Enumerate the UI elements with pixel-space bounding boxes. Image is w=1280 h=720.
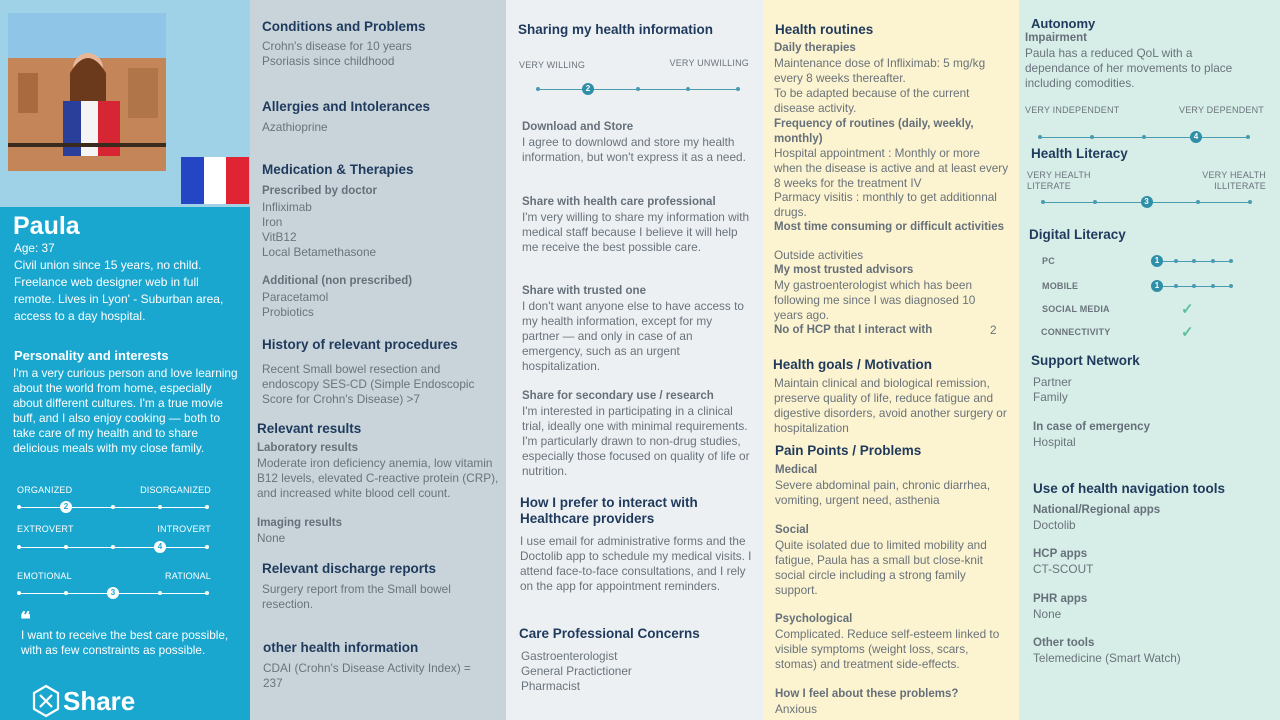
slider-knob: 3	[107, 587, 119, 599]
difficult-text: Outside activities	[774, 248, 864, 262]
concern-item: Pharmacist	[521, 679, 581, 693]
willing-left-label: VERY WILLING	[519, 60, 586, 70]
conditions-title: Conditions and Problems	[262, 19, 426, 34]
prescribed-item: Iron	[262, 215, 283, 229]
condition-item: Psoriasis since childhood	[262, 54, 395, 68]
pain-title: Pain Points / Problems	[775, 443, 922, 458]
persona-name: Paula	[13, 212, 80, 240]
slider-knob: 1	[1151, 255, 1163, 267]
goals-text: Maintain clinical and biological remission, preserve quality of life, reduce fatigue and digestive disorders, avoid another surgery or hospitalization	[774, 376, 1007, 435]
support-title: Support Network	[1031, 353, 1140, 368]
impairment-text: Paula has a reduced QoL with a dependance of her movements to place including comodities.	[1025, 46, 1233, 90]
slider-knob: 2	[60, 501, 72, 513]
france-flag-icon	[181, 157, 249, 204]
slider-dot	[1041, 200, 1045, 204]
prescribed-label: Prescribed by doctor	[262, 185, 378, 197]
other-info-title: other health information	[263, 640, 419, 655]
digital-literacy-title: Digital Literacy	[1029, 227, 1126, 242]
share-logo-icon	[31, 684, 61, 718]
share-item-title: Share for secondary use / research	[522, 390, 714, 402]
interact-text: I use email for administrative forms and the Doctolib app to schedule my medical visits. I attend face-to-face consultations, and I rely on the app for appointment reminders.	[520, 534, 752, 593]
trait-left-label: EXTROVERT	[17, 524, 74, 534]
interact-title: How I prefer to interact with Healthcare providers	[520, 495, 698, 526]
phr-label: PHR apps	[1033, 593, 1088, 605]
emergency-label: In case of emergency	[1033, 421, 1150, 433]
support-item: Family	[1033, 390, 1068, 404]
hcp-count-label: No of HCP that I interact with	[774, 324, 933, 336]
slider-dot	[205, 545, 209, 549]
share-item-title: Share with health care professional	[522, 196, 716, 208]
discharge-text: Surgery report from the Small bowel resection.	[262, 582, 451, 611]
daily-text: Maintenance dose of Infliximab: 5 mg/kg every 8 weeks thereafter.	[774, 56, 986, 85]
other-tools-text: Telemedicine (Smart Watch)	[1033, 651, 1181, 665]
prescribed-item: Local Betamethasone	[262, 245, 377, 259]
digital-label: CONNECTIVITY	[1041, 327, 1111, 337]
other-info-text: CDAI (Crohn's Disease Activity Index) = 237	[263, 661, 471, 690]
literacy-left-label: VERY HEALTH LITERATE	[1027, 170, 1091, 191]
medical-label: Medical	[775, 464, 818, 476]
slider-knob: 4	[1190, 131, 1202, 143]
slider-dot	[1090, 135, 1094, 139]
willing-right-label: VERY UNWILLING	[669, 58, 749, 68]
personality-title: Personality and interests	[14, 348, 169, 363]
slider-dot	[111, 505, 115, 509]
share-item-text: I agree to downlowd and store my health information, but won't express it as a need.	[522, 135, 746, 164]
check-icon: ✓	[1181, 301, 1194, 318]
literacy-right-label: VERY HEALTH ILLITERATE	[1202, 170, 1266, 191]
slider-dot	[1248, 200, 1252, 204]
slider-dot	[1211, 259, 1215, 263]
trait-right-label: DISORGANIZED	[140, 485, 211, 495]
emergency-text: Hospital	[1033, 435, 1076, 449]
slider-dot	[1192, 259, 1196, 263]
prescribed-item: VitB12	[262, 230, 297, 244]
lab-text: Moderate iron deficiency anemia, low vitamin B12 levels, elevated C-reactive protein (CRP), and increased white blood cell count.	[257, 456, 499, 500]
slider-knob: 2	[582, 83, 594, 95]
trait-right-label: INTROVERT	[157, 524, 211, 534]
autonomy-title: Autonomy	[1031, 16, 1096, 31]
nonprescribed-list	[262, 290, 328, 320]
daily-label: Daily therapies	[774, 42, 856, 54]
imaging-label: Imaging results	[257, 517, 342, 529]
autonomy-column	[1019, 0, 1280, 720]
hcp-apps-text: CT-SCOUT	[1033, 562, 1094, 576]
sharing-title: Sharing my health information	[518, 22, 714, 37]
slider-dot	[1196, 200, 1200, 204]
check-icon: ✓	[1181, 324, 1194, 341]
slider-dot	[158, 591, 162, 595]
allergies-text: Azathioprine	[262, 120, 328, 134]
slider-dot	[686, 87, 690, 91]
persona-age: Age: 37	[14, 241, 55, 255]
slider-dot	[1093, 200, 1097, 204]
slider-dot	[17, 545, 21, 549]
independence-left-label: VERY INDEPENDENT	[1025, 105, 1120, 115]
slider-dot	[1174, 259, 1178, 263]
social-text: Quite isolated due to limited mobility and fatigue, Paula has a small but close-knit social circle including a strong family support.	[775, 538, 987, 597]
persona-description: Civil union since 15 years, no child. Freelance web designer web in full remote. Lives in Lyon' - Suburban area, access to a day hospital.	[14, 258, 224, 323]
slider-dot	[636, 87, 640, 91]
share-logo-text: Share	[63, 685, 136, 716]
personality-text: I'm a very curious person and love learning about the world from home, especially about different cultures. I'm a true movie buff, and I also enjoy cooking — both to take care of my health and to share delicious meals with my close family.	[13, 366, 238, 455]
slider-dot	[17, 591, 21, 595]
nonprescribed-item: Probiotics	[262, 305, 314, 319]
social-label: Social	[775, 524, 809, 536]
advisors-text: My gastroenterologist which has been following me since I was diagnosed 10 years ago.	[774, 278, 976, 322]
feel-text: Anxious	[775, 702, 817, 716]
slider-knob: 4	[154, 541, 166, 553]
share-item-title: Download and Store	[522, 121, 634, 133]
routines-column	[763, 0, 1019, 720]
concerns-title: Care Professional Concerns	[519, 626, 700, 641]
slider-dot	[17, 505, 21, 509]
impairment-label: Impairment	[1025, 32, 1087, 44]
imaging-text: None	[257, 531, 286, 545]
prescribed-list	[262, 200, 376, 260]
nonprescribed-label: Additional (non prescribed)	[262, 275, 413, 287]
digital-label: MOBILE	[1042, 281, 1079, 291]
frequency-text: Hospital appointment : Monthly or more when the disease is active and at least every 8 weeks for the treatment IV	[774, 146, 1009, 190]
share-item-text: I don't want anyone else to have access to my health information, except for my partner — and only in case of an emergency, such as an urgent hospitalization.	[522, 299, 744, 373]
feel-label: How I feel about these problems?	[775, 688, 959, 700]
slider-knob: 1	[1151, 280, 1163, 292]
slider-dot	[205, 591, 209, 595]
quote-icon: ❝	[20, 609, 31, 631]
share-item-title: Share with trusted one	[522, 285, 646, 297]
concerns-list	[521, 649, 632, 694]
slider-dot	[111, 545, 115, 549]
routines-title: Health routines	[775, 22, 874, 37]
digital-label: SOCIAL MEDIA	[1042, 304, 1110, 314]
health-literacy-title: Health Literacy	[1031, 146, 1128, 161]
frequency-text-2: Parmacy visitis : monthly to get additionnal drugs.	[774, 190, 997, 219]
slider-dot	[64, 591, 68, 595]
independence-right-label: VERY DEPENDENT	[1179, 105, 1264, 115]
psych-text: Complicated. Reduce self-esteem linked to visible symptoms (weight loss, scars, stomas) and treatment side-effects.	[775, 627, 1000, 671]
goals-title: Health goals / Motivation	[773, 357, 933, 372]
hcp-apps-label: HCP apps	[1033, 548, 1088, 560]
slider-dot	[1211, 284, 1215, 288]
trait-left-label: ORGANIZED	[17, 485, 73, 495]
slider-dot	[1038, 135, 1042, 139]
frequency-label: Frequency of routines (daily, weekly, monthly)	[774, 118, 974, 145]
history-text: Recent Small bowel resection and endoscopy SES-CD (Simple Endoscopic Score for Crohn's Disease) >7	[262, 362, 475, 406]
other-tools-label: Other tools	[1033, 637, 1095, 649]
trait-right-label: RATIONAL	[165, 571, 211, 581]
slider-dot	[64, 545, 68, 549]
national-text: Doctolib	[1033, 518, 1076, 532]
allergies-title: Allergies and Intolerances	[262, 99, 431, 114]
profile-photo	[8, 13, 166, 171]
hcp-count-value: 2	[990, 323, 997, 337]
national-label: National/Regional apps	[1033, 504, 1161, 516]
slider-dot	[1229, 259, 1233, 263]
daily-text-2: To be adapted because of the current disease activity.	[774, 86, 970, 115]
slider-dot	[1229, 284, 1233, 288]
psych-label: Psychological	[775, 613, 853, 625]
history-title: History of relevant procedures	[262, 337, 458, 352]
digital-label: PC	[1042, 256, 1055, 266]
difficult-label: Most time consuming or difficult activities	[774, 221, 1005, 233]
slider-dot	[536, 87, 540, 91]
slider-dot	[205, 505, 209, 509]
concern-item: General Practictioner	[521, 664, 632, 678]
concern-item: Gastroenterologist	[521, 649, 618, 663]
trait-left-label: EMOTIONAL	[17, 571, 72, 581]
prescribed-item: Infliximab	[262, 200, 312, 214]
sharing-column	[506, 0, 763, 720]
support-item: Partner	[1033, 375, 1072, 389]
share-item-text: I'm very willing to share my information with medical staff because I believe it will help me receive the best possible care.	[522, 210, 750, 254]
results-title: Relevant results	[257, 421, 362, 436]
lab-label: Laboratory results	[257, 442, 358, 454]
slider-dot	[1142, 135, 1146, 139]
tools-title: Use of health navigation tools	[1033, 481, 1226, 496]
condition-item: Crohn's disease for 10 years	[262, 39, 412, 53]
slider-dot	[158, 505, 162, 509]
advisors-label: My most trusted advisors	[774, 264, 914, 276]
slider-dot	[1192, 284, 1196, 288]
support-list	[1033, 375, 1072, 405]
quote-text: I want to receive the best care possible, with as few constraints as possible.	[21, 628, 229, 657]
medical-text: Severe abdominal pain, chronic diarrhea, vomiting, urgent need, asthenia	[775, 478, 991, 507]
profile-column	[0, 0, 250, 720]
conditions-list	[262, 39, 412, 69]
slider-knob: 3	[1141, 196, 1153, 208]
discharge-title: Relevant discharge reports	[262, 561, 437, 576]
slider-dot	[1246, 135, 1250, 139]
medication-title: Medication & Therapies	[262, 162, 414, 177]
nonprescribed-item: Paracetamol	[262, 290, 329, 304]
phr-text: None	[1033, 607, 1062, 621]
slider-dot	[736, 87, 740, 91]
clinical-column	[250, 0, 506, 720]
share-item-text: I'm interested in participating in a clinical trial, ideally one with minimal requirements. I'm particularly drawn to non-drug studies, especially those focused on quality of life or nutrition.	[522, 404, 750, 478]
slider-dot	[1174, 284, 1178, 288]
share-logo	[31, 684, 135, 718]
